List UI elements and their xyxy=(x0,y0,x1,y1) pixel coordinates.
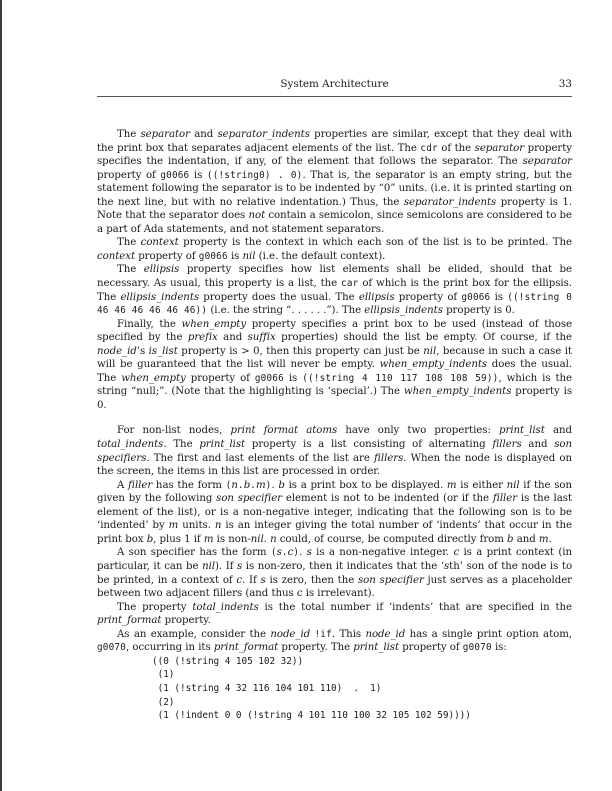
text-run: A xyxy=(117,479,129,491)
text-run: ). If xyxy=(215,560,237,572)
text-run: and xyxy=(513,533,539,545)
text-run: contain a semicolon, since semicolons are considered to be a part of Ada statements, and not statement separators. xyxy=(97,210,572,235)
italic-term: m xyxy=(203,533,214,545)
text-run: . The first and last elements of the list are xyxy=(146,452,374,464)
text-run: and xyxy=(521,439,555,451)
code-block xyxy=(152,655,572,723)
italic-term: suffix xyxy=(247,332,276,344)
italic-term: total_indents xyxy=(97,439,164,451)
code-literal: g0070 xyxy=(462,642,492,654)
italic-term: print_list xyxy=(499,425,545,437)
italic-term: b xyxy=(146,533,154,545)
italic-term: c xyxy=(296,588,303,600)
text-run: . When the node is displayed on the screen, the items in this list are processed in order. xyxy=(97,452,572,478)
italic-term: print format atoms xyxy=(230,425,338,437)
text-run: th’ son of the node is to be printed, in a context of xyxy=(97,560,573,586)
text-run: , because in such a case it will be guaranteed that the list will never be empty. xyxy=(97,345,572,371)
italic-term: nil xyxy=(250,533,264,545)
text-run: ’s xyxy=(136,345,149,357)
italic-term: not xyxy=(248,210,266,222)
text-run: property is the context in which each son of the list is to be printed. The xyxy=(178,237,572,249)
text-run: is either xyxy=(456,479,507,491)
text-run: is zero, then the xyxy=(265,574,358,586)
italic-term: node_id xyxy=(270,628,311,640)
text-run: is irrelevant). xyxy=(302,588,375,600)
code-literal: g0066 xyxy=(254,372,284,384)
text-run: , occurring in its xyxy=(126,642,214,654)
paragraph-filler xyxy=(97,479,572,547)
code-literal: ((!string 4 110 117 108 108 59)) xyxy=(302,372,499,384)
text-run: property of xyxy=(394,291,462,303)
text-run: A son specifier has the form xyxy=(117,547,271,559)
text-run: property specifies the indentation, if any, of the element that follows the separator. The xyxy=(97,142,572,168)
text-run: is xyxy=(490,291,508,303)
italic-term: son specifier xyxy=(216,493,282,505)
italic-term: s xyxy=(276,547,282,559)
italic-term: separator xyxy=(140,129,190,140)
text-run: property is 0. xyxy=(97,386,572,411)
text-run: is non-zero, then it indicates that the ‘ xyxy=(242,560,444,572)
page-number: 33 xyxy=(558,78,572,90)
text-run: just serves as a placeholder between two adjacent fillers (and thus xyxy=(97,574,572,600)
text-run: . xyxy=(263,533,271,545)
text-run: and xyxy=(217,332,248,344)
text-run: property is 0. xyxy=(442,305,515,317)
text-run: . If xyxy=(242,574,261,586)
italic-term: s xyxy=(236,560,243,572)
text-run: properties) should the list be empty. Of course, if the xyxy=(275,332,572,344)
text-run: property does the usual. The xyxy=(199,291,359,303)
italic-term: separator xyxy=(522,156,572,168)
italic-term: print_format xyxy=(213,642,279,654)
italic-term: ellipsis xyxy=(358,291,395,303)
italic-term: print_list xyxy=(353,642,400,654)
paragraphs xyxy=(97,128,572,655)
italic-term: separator_indents xyxy=(403,196,497,208)
text-run: property of xyxy=(185,372,255,384)
text-run: and xyxy=(189,129,218,140)
italic-term: fillers xyxy=(373,452,404,464)
italic-term: prefix xyxy=(187,332,218,344)
italic-term: print_list xyxy=(199,439,246,451)
text-run: For non-list nodes, xyxy=(117,425,231,437)
text-run: is a print box to be displayed. xyxy=(284,479,447,491)
italic-term: b xyxy=(507,533,514,545)
text-run: properties are similar, except that they deal with the print box that separates adjacent elements of the list. The xyxy=(97,129,572,154)
text-run: . That is, the separator is an empty string, but the statement following the separator is to be indented by “0” units. (i.e. it is printed starting on the next line, but with no relative indentation.) Thus, the xyxy=(97,169,572,208)
italic-term: when_empty xyxy=(181,318,247,330)
italic-term: filler xyxy=(492,493,518,505)
header-rule xyxy=(97,96,572,97)
text-run: (i.e. the default context). xyxy=(255,250,386,262)
italic-term: b xyxy=(278,479,285,491)
italic-term: filler xyxy=(128,479,153,491)
code-line: (1) xyxy=(152,669,175,681)
italic-term: when_empty_indents xyxy=(403,386,512,398)
italic-term: m xyxy=(538,533,549,545)
text-run: , plus 1 if xyxy=(153,533,204,545)
code-line: (2) xyxy=(152,696,175,708)
text-run: is xyxy=(189,169,207,181)
italic-term: node_id xyxy=(365,628,406,640)
text-run: . xyxy=(299,547,307,559)
text-run: does the usual. The xyxy=(97,359,572,384)
running-header xyxy=(97,78,572,94)
text-run: property of xyxy=(399,642,463,654)
italic-term: ellipsis xyxy=(143,264,180,276)
text-run: and xyxy=(544,425,572,437)
code-literal: g0066 xyxy=(160,169,190,181)
text-run: The property xyxy=(117,601,193,613)
italic-term: fillers xyxy=(492,439,522,451)
text-run: property is > 0, then this property can just be xyxy=(177,345,424,357)
text-run: have only two properties: xyxy=(337,425,500,437)
text-run: . xyxy=(548,533,552,545)
code-literal: ( xyxy=(225,479,232,491)
text-run: is an integer giving the total number of ‘indents’ that occur in the print box xyxy=(97,520,572,545)
paragraph-when-empty xyxy=(97,318,572,413)
text-run: The xyxy=(117,129,141,140)
text-run: property of xyxy=(135,250,199,262)
italic-term: when_empty_indents xyxy=(379,359,488,371)
text-run: As an example, consider the xyxy=(117,628,271,640)
italic-term: nil xyxy=(506,479,520,491)
text-run: could, of course, be computed directly from xyxy=(276,533,508,545)
italic-term: print_format xyxy=(97,615,162,627)
paragraph-separator xyxy=(97,128,572,236)
scan-edge xyxy=(0,0,2,791)
code-line: (1 (!indent 0 0 (!string 4 101 110 100 32 105 102 59)))) xyxy=(152,710,471,722)
italic-term: total_indents xyxy=(192,601,259,613)
italic-term: son specifier xyxy=(357,574,424,586)
text-run: . The xyxy=(163,439,200,451)
code-literal: . xyxy=(250,479,257,491)
paragraph-non-list xyxy=(97,424,572,478)
code-literal: . xyxy=(237,479,244,491)
italic-term: s xyxy=(306,547,312,559)
text-run: is non- xyxy=(213,533,251,545)
text-run: . xyxy=(271,479,279,491)
italic-term: b xyxy=(243,479,251,491)
code-literal: g0066 xyxy=(198,250,228,262)
text-run: property specifies how list elements shall be elided, should that be necessary. As usual, this property is a list, the xyxy=(97,264,572,290)
paragraph-ellipsis xyxy=(97,263,572,317)
code-literal: g0066 xyxy=(461,291,491,303)
italic-term: s xyxy=(260,574,266,586)
code-line: ((0 (!string 4 105 102 32)) xyxy=(152,655,304,667)
text-run: if the son given by the following xyxy=(97,479,572,505)
italic-term: son specifiers xyxy=(97,439,572,464)
page-body xyxy=(97,128,572,723)
paragraph-context xyxy=(97,236,572,263)
text-run: is a non-negative integer. xyxy=(311,547,454,559)
text-run: . This xyxy=(331,628,366,640)
text-run: (i.e. the string “. . . . . .”). The xyxy=(207,305,365,317)
text-run: The xyxy=(117,237,141,249)
text-run: is the last element of the list), or is a non-negative integer, indicating that the following son is to be ‘indented’ by xyxy=(97,493,572,532)
code-literal: ) xyxy=(265,479,272,491)
italic-term: when_empty xyxy=(121,372,186,384)
italic-term: s xyxy=(443,560,450,572)
italic-term: separator_indents xyxy=(217,129,310,140)
header-title: System Architecture xyxy=(280,78,389,90)
text-run: units. xyxy=(178,520,215,532)
text-run: Finally, the xyxy=(117,318,182,330)
text-run: has the form xyxy=(152,479,226,491)
text-run: property is 1. Note that the separator does xyxy=(97,196,573,222)
paragraph-total-indents xyxy=(97,601,572,628)
code-literal: ( xyxy=(270,547,277,559)
italic-term: m xyxy=(168,520,179,532)
italic-term: n xyxy=(214,520,222,532)
text-run: of which is the print box for the ellipsis. The xyxy=(97,278,572,303)
text-run: is: xyxy=(491,642,507,654)
text-run: property specifies a print box to be used (instead of those specified by the xyxy=(97,318,572,344)
text-run: , which is the string “null;”. (Note that the highlighting is ‘special’.) The xyxy=(97,372,573,398)
code-literal: ) xyxy=(293,547,300,559)
text-run: element is not to be indented (or if the xyxy=(282,493,493,505)
italic-term: n xyxy=(231,479,238,491)
text-run: of the xyxy=(437,142,475,154)
italic-term: separator xyxy=(474,142,525,154)
text-run: property of xyxy=(97,169,161,181)
text-run: has a single print option atom, xyxy=(405,628,572,640)
text-run: is xyxy=(283,372,303,384)
code-literal: car xyxy=(341,278,359,290)
italic-term: c xyxy=(453,547,460,559)
italic-term: m xyxy=(446,479,457,491)
code-literal: cdr xyxy=(420,142,438,154)
italic-term: nil xyxy=(242,250,256,262)
text-run: is a print context (in particular, it can be xyxy=(97,547,572,572)
italic-term: m xyxy=(256,479,266,491)
paragraph-son-specifier xyxy=(97,546,572,600)
italic-term: node_id xyxy=(97,345,137,357)
code-literal: . xyxy=(281,547,288,559)
code-literal: g0070 xyxy=(97,642,126,654)
text-run: property. The xyxy=(278,642,354,654)
text-run: The xyxy=(117,264,144,276)
code-literal: !if xyxy=(314,628,332,640)
italic-term: ellipsis_indents xyxy=(364,305,443,317)
italic-term: nil xyxy=(202,560,215,572)
italic-term: c xyxy=(236,574,243,586)
italic-term: context xyxy=(97,250,136,262)
italic-term: n xyxy=(270,533,277,545)
text-run: is the total number if ‘indents’ that are specified in the xyxy=(258,601,572,613)
text-run: property is a list consisting of alternating xyxy=(245,439,493,451)
italic-term: c xyxy=(287,547,294,559)
italic-term: ellipsis_indents xyxy=(120,291,200,303)
paragraph-example xyxy=(97,628,572,655)
italic-term: is_list xyxy=(148,345,178,357)
text-run: property. xyxy=(161,615,211,627)
code-line: (1 (!string 4 32 116 104 101 110) . 1) xyxy=(152,682,382,694)
italic-term: context xyxy=(140,237,179,249)
italic-term: nil xyxy=(423,345,437,357)
text-run: is xyxy=(227,250,243,262)
code-literal: ((!string0) . 0) xyxy=(206,169,303,181)
code-literal: ((!string 0 46 46 46 46 46 46)) xyxy=(97,291,572,317)
